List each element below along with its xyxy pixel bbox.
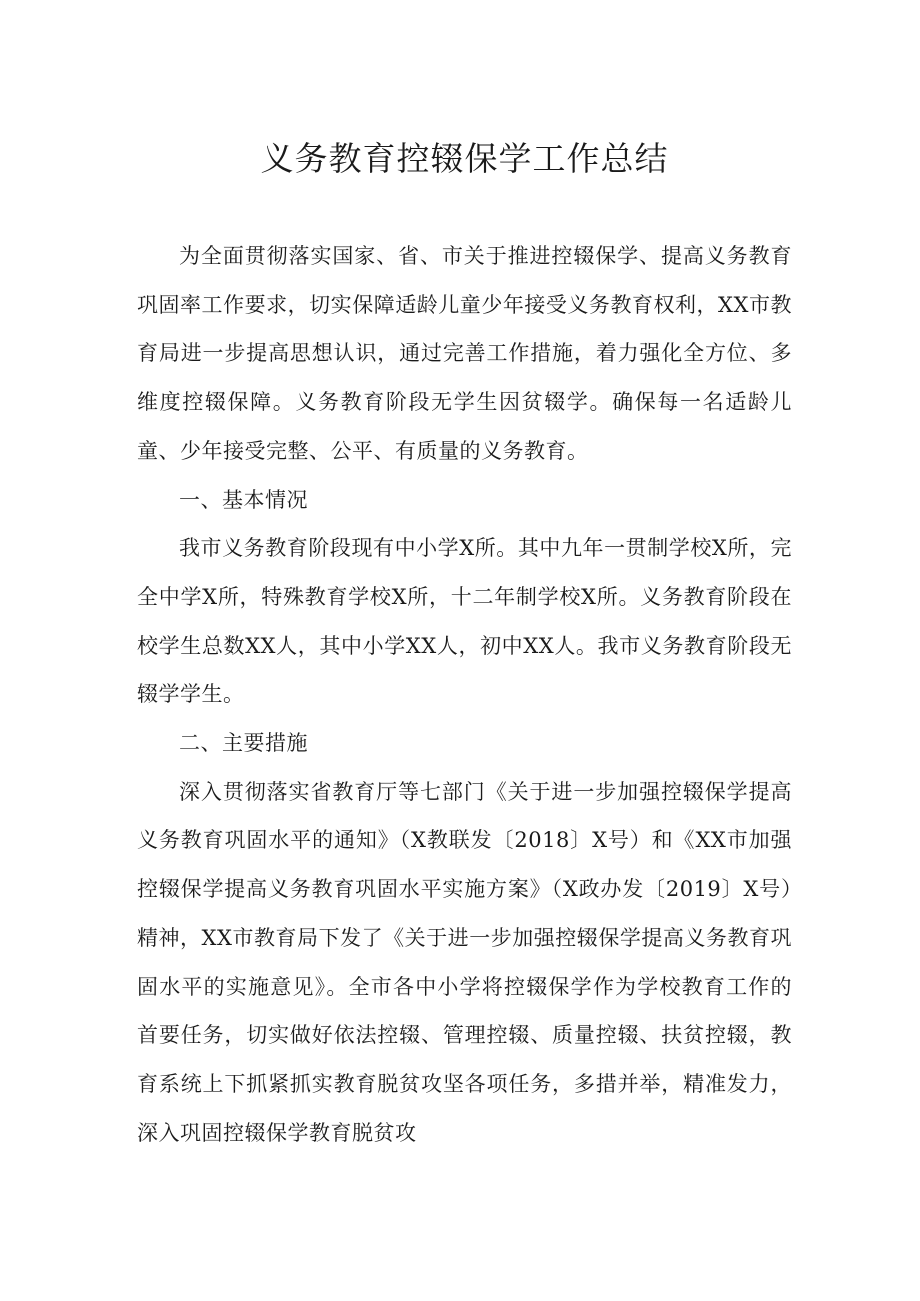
basic-situation-paragraph: 我市义务教育阶段现有中小学X所。其中九年一贯制学校X所，完全中学X所，特殊教育学校X所，十二年制学校X所。义务教育阶段在校学生总数XX人，其中小学XX人，初中XX人。我市义务教育阶段无辍学学生。 <box>137 536 792 707</box>
document-body <box>137 232 792 1157</box>
section-heading-main-measures: 二、主要措施 <box>179 731 308 756</box>
document-title: 义务教育控辍保学工作总结 <box>260 139 669 178</box>
intro-paragraph: 为全面贯彻落实国家、省、市关于推进控辍保学、提高义务教育巩固率工作要求，切实保障适龄儿童少年接受义务教育权利，XX市教育局进一步提高思想认识，通过完善工作措施，着力强化全方位、多维度控辍保障。义务教育阶段无学生因贫辍学。确保每一名适龄儿童、少年接受完整、公平、有质量的义务教育。 <box>137 244 792 463</box>
section-heading-basic-situation: 一、基本情况 <box>179 487 308 512</box>
main-measures-paragraph: 深入贯彻落实省教育厅等七部门《关于进一步加强控辍保学提高义务教育巩固水平的通知》（X教联发〔2018〕X号）和《XX市加强控辍保学提高义务教育巩固水平实施方案》（X政办发〔2019〕X号）精神，XX市教育局下发了《关于进一步加强控辍保学提高义务教育巩固水平的实施意见》。全市各中小学将控辍保学作为学校教育工作的首要任务，切实做好依法控辍、管理控辍、质量控辍、扶贫控辍，教育系统上下抓紧抓实教育脱贫攻坚各项任务，多措并举，精准发力，深入巩固控辍保学教育脱贫攻 <box>137 779 792 1145</box>
